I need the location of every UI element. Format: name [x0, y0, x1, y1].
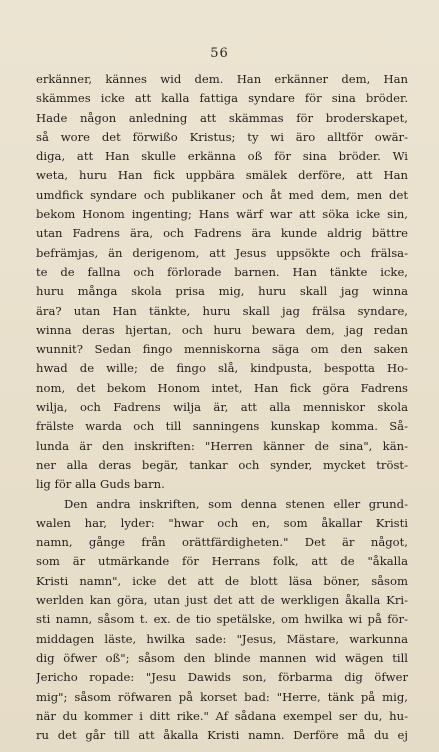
paragraph-1	[36, 70, 408, 495]
text-line: Kristi namn", icke det att de blott läsa böner, såsom	[36, 573, 408, 588]
text-line: som är utmärkande för Herrans folk, att de "åkalla	[36, 554, 408, 569]
text-line: winna deras hjertan, och huru bewara dem, jag redan	[36, 322, 408, 337]
text-line: ru det går till att åkalla Kristi namn. Derföre må du ej	[36, 728, 408, 743]
text-line: wilja, och Fadrens wilja är, att alla menniskor skola	[36, 400, 408, 415]
text-line: befrämjas, än derigenom, att Jesus uppsökte och frälsa-	[36, 245, 408, 260]
text-line: ner alla deras begär, tankar och synder, mycket tröst-	[36, 457, 408, 472]
text-line: namn, gånge från orättfärdigheten." Det är något,	[36, 535, 408, 550]
text-line: wunnit? Sedan fingo menniskorna säga om den saken	[36, 342, 408, 357]
text-line: när du kommer i ditt rike." Af sådana exempel ser du, hu-	[36, 708, 408, 723]
text-line: lig för alla Guds barn.	[36, 477, 165, 492]
paragraph-2	[36, 495, 408, 746]
text-line: sti namn, såsom t. ex. de tio spetälske, om hwilka wi på för-	[36, 612, 408, 627]
text-line: hwad de wille; de fingo slå, kindpusta, bespotta Ho-	[36, 361, 408, 376]
text-line: nom, det bekom Honom intet, Han fick göra Fadrens	[36, 380, 408, 395]
text-line: bekom Honom ingenting; Hans wärf war att söka icke sin,	[36, 207, 408, 222]
text-line: middagen läste, hwilka sade: "Jesus, Mästare, warkunna	[36, 631, 408, 646]
text-line: utan Fadrens ära, och Fadrens ära kunde aldrig bättre	[36, 226, 408, 241]
text-line: ära? utan Han tänkte, huru skall jag frälsa syndare,	[36, 303, 408, 318]
text-line: weta, huru Han fick uppbära smälek derföre, att Han	[36, 168, 408, 183]
text-line: umdfick syndare och publikaner och åt med dem, men det	[36, 187, 408, 202]
text-line: werlden kan göra, utan just det att de werkligen åkalla Kri-	[36, 593, 408, 608]
text-line: Hade någon anledning att skämmas för broderskapet,	[36, 110, 408, 125]
text-line: så wore det förwißo Kristus; ty wi äro alltför owär-	[36, 129, 408, 144]
text-line: te de fallna och förlorade barnen. Han tänkte icke,	[36, 264, 408, 279]
text-line: walen har, lyder: "hwar och en, som åkallar Kristi	[36, 515, 408, 530]
text-line: erkänner, kännes wid dem. Han erkänner dem, Han	[36, 72, 408, 86]
text-line: frälste warda och till sanningens kunskap komma. Så-	[36, 419, 408, 434]
text-line: Den andra inskriften, som denna stenen eller grund-	[64, 496, 408, 511]
text-line: Jericho ropade: "Jesu Dawids son, förbarma dig öfwer	[36, 670, 408, 685]
text-line: huru många skola prisa mig, huru skall jag winna	[36, 284, 408, 299]
body-text	[36, 70, 408, 745]
text-line: diga, att Han skulle erkänna oß för sina bröder. Wi	[36, 149, 408, 164]
text-line: skämmes icke att kalla fattiga syndare för sina bröder.	[36, 91, 408, 106]
text-line: dig öfwer oß"; såsom den blinde mannen wid wägen till	[36, 650, 408, 665]
text-line: lunda är den inskriften: "Herren känner de sina", kän-	[36, 438, 408, 453]
page-number: 56	[210, 46, 229, 61]
text-line: mig"; såsom röfwaren på korset bad: "Herre, tänk på mig,	[36, 689, 408, 704]
